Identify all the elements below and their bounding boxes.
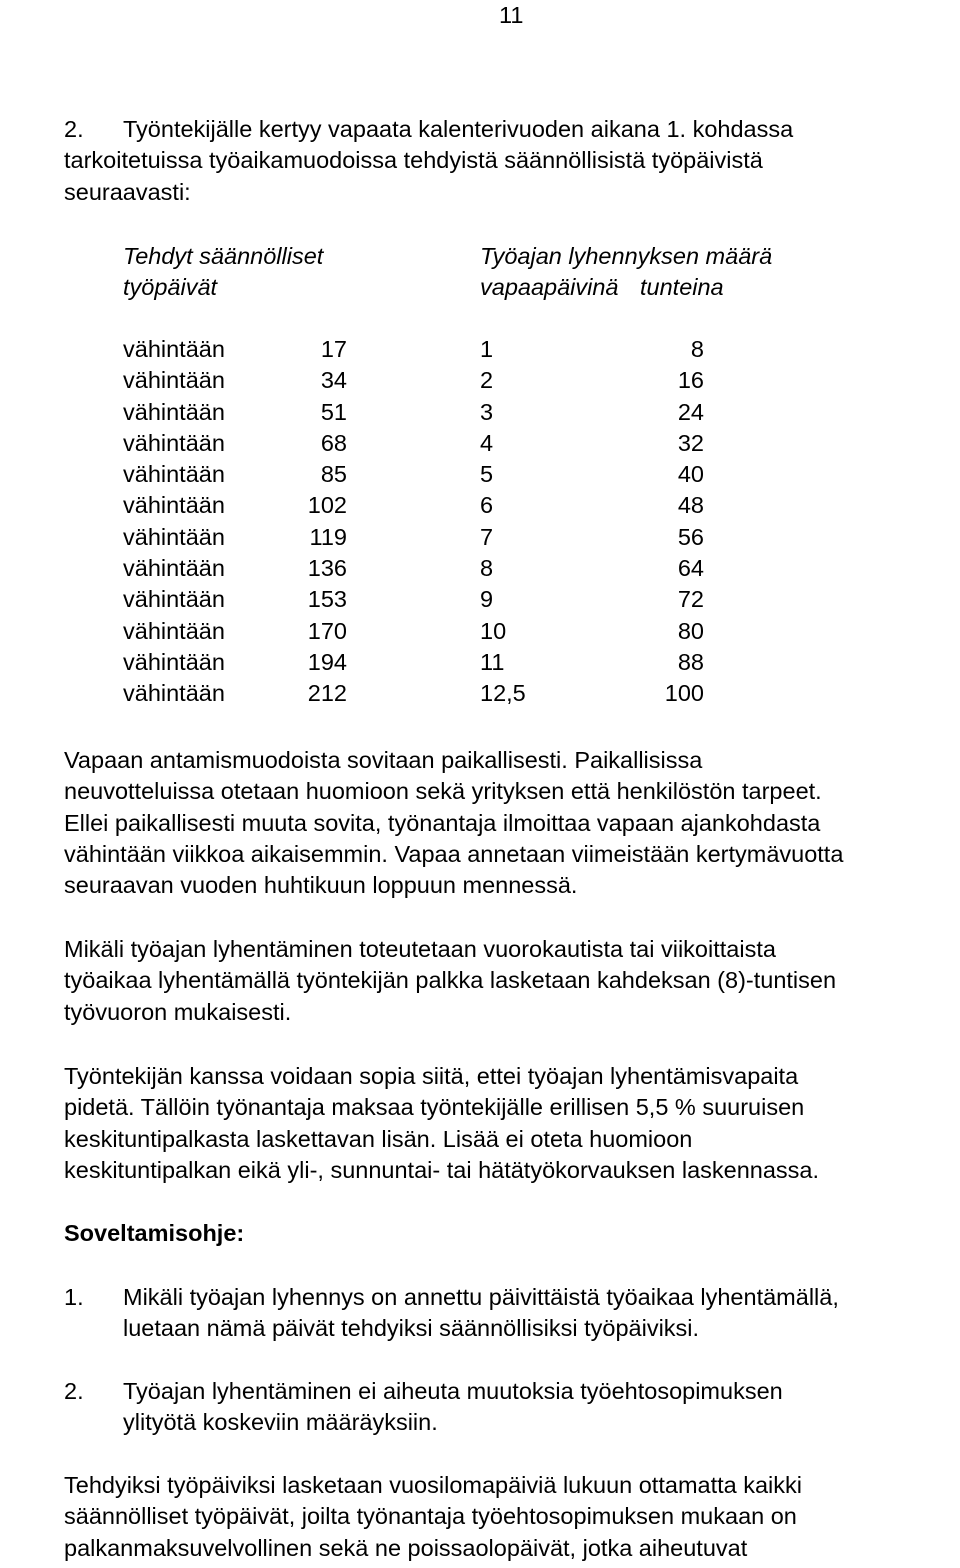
- cell-days: 212: [307, 680, 347, 707]
- cell-vapaapaivat: 4: [480, 429, 494, 456]
- paragraph-line: pidetä. Tällöin työnantaja maksaa työntekijälle erillisen 5,5 % suuruisen: [64, 1094, 805, 1121]
- cell-tunnit: 32: [677, 429, 704, 456]
- section-heading: Soveltamisohje:: [64, 1220, 245, 1246]
- cell-word: vähintään: [123, 367, 225, 394]
- paragraph-line: seuraavan vuoden huhtikuun loppuun mennessä.: [64, 872, 578, 899]
- paragraph-line: säännölliset työpäivät, joilta työnantaja työehtosopimuksen mukaan on: [64, 1503, 797, 1530]
- cell-tunnit: 56: [677, 523, 704, 550]
- cell-vapaapaivat: 2: [480, 367, 494, 394]
- guide2-line: ylityötä koskeviin määräyksiin.: [123, 1409, 438, 1435]
- paragraph-line: Mikäli työajan lyhentäminen toteutetaan vuorokautista tai viikoittaista: [64, 936, 776, 962]
- paragraph-line: Ellei paikallisesti muuta sovita, työnantaja ilmoittaa vapaan ajankohdasta: [64, 809, 821, 836]
- paragraph-line: Työntekijän kanssa voidaan sopia siitä, ettei työajan lyhentämisvapaita: [64, 1063, 799, 1089]
- page-number: 11: [499, 2, 524, 28]
- table-row: [0, 428, 960, 459]
- guide2-line: Työajan lyhentäminen ei aiheuta muutoksia työehtosopimuksen: [123, 1378, 783, 1404]
- paragraph-line: työaikaa lyhentämällä työntekijän palkka lasketaan kahdeksan (8)-tuntisen: [64, 967, 837, 994]
- cell-days: 68: [320, 429, 347, 456]
- reduction-table: [0, 334, 960, 710]
- table-row: [0, 616, 960, 647]
- cell-days: 119: [309, 523, 347, 550]
- paragraph-tehdyt-tyopaivat: [64, 1470, 802, 1564]
- cell-tunnit: 64: [677, 555, 704, 582]
- cell-tunnit: 8: [690, 336, 704, 362]
- guide1-line: luetaan nämä päivät tehdyiksi säännöllisiksi työpäiviksi.: [123, 1315, 700, 1341]
- cell-vapaapaivat: 9: [480, 586, 494, 613]
- cell-tunnit: 48: [677, 492, 704, 519]
- item2-line: Työntekijälle kertyy vapaata kalenterivuoden aikana 1. kohdassa: [123, 116, 794, 142]
- paragraph-line: neuvotteluissa otetaan huomioon sekä yrityksen että henkilöstön tarpeet.: [64, 778, 822, 805]
- cell-tunnit: 40: [677, 461, 704, 488]
- paragraph-line: keskituntipalkan eikä yli-, sunnuntai- tai hätätyökorvauksen laskennassa.: [64, 1156, 820, 1183]
- paragraph-vapaan-antaminen: [64, 745, 843, 901]
- cell-word: vähintään: [123, 680, 225, 707]
- table-row: [0, 647, 960, 678]
- table-row: [0, 584, 960, 615]
- table-header-right-2a: vapaapäivinä: [480, 274, 619, 300]
- cell-word: vähintään: [123, 429, 225, 456]
- cell-days: 85: [320, 461, 347, 488]
- cell-word: vähintään: [123, 336, 225, 362]
- table-row: [0, 365, 960, 396]
- cell-word: vähintään: [123, 648, 225, 675]
- cell-word: vähintään: [123, 586, 225, 613]
- table-row: [0, 553, 960, 584]
- cell-vapaapaivat: 12,5: [480, 680, 526, 707]
- cell-days: 170: [307, 617, 347, 644]
- cell-days: 17: [320, 336, 347, 362]
- cell-tunnit: 72: [677, 586, 704, 613]
- cell-tunnit: 100: [664, 680, 704, 707]
- cell-days: 51: [320, 398, 347, 425]
- table-row: [0, 459, 960, 490]
- paragraph-line: työvuoron mukaisesti.: [64, 998, 292, 1025]
- paragraph-line: Tehdyiksi työpäiviksi lasketaan vuosilomapäiviä lukuun ottamatta kaikki: [64, 1472, 803, 1498]
- cell-days: 194: [307, 648, 347, 675]
- paragraph-line: keskituntipalkasta laskettavan lisän. Lisää ei oteta huomioon: [64, 1125, 693, 1152]
- cell-tunnit: 16: [677, 367, 704, 394]
- cell-tunnit: 80: [677, 617, 704, 644]
- cell-vapaapaivat: 7: [480, 523, 494, 550]
- cell-vapaapaivat: 10: [480, 617, 507, 644]
- paragraph-line: vähintään viikkoa aikaisemmin. Vapaa annetaan viimeistään kertymävuotta: [64, 840, 844, 867]
- paragraph-line: Vapaan antamismuodoista sovitaan paikallisesti. Paikallisissa: [64, 747, 703, 773]
- cell-word: vähintään: [123, 398, 225, 425]
- paragraph-sopiminen: [64, 1061, 819, 1186]
- table-header-left-2: työpäivät: [123, 274, 218, 300]
- cell-tunnit: 88: [677, 648, 704, 675]
- cell-word: vähintään: [123, 523, 225, 550]
- table-row: [0, 490, 960, 521]
- cell-vapaapaivat: 6: [480, 492, 494, 519]
- cell-days: 136: [307, 555, 347, 582]
- table-header-right-1: Työajan lyhennyksen määrä: [480, 243, 773, 269]
- item2-line: tarkoitetuissa työaikamuodoissa tehdyistä säännöllisistä työpäivistä: [64, 147, 763, 174]
- cell-vapaapaivat: 8: [480, 555, 494, 582]
- list-number: 2.: [64, 1378, 84, 1404]
- item2-paragraph: [64, 114, 793, 208]
- table-header-right-2b: tunteina: [640, 274, 724, 300]
- table-row: [0, 678, 960, 709]
- cell-days: 102: [307, 492, 347, 519]
- cell-word: vähintään: [123, 461, 225, 488]
- list-number: 1.: [64, 1284, 84, 1310]
- table-row: [0, 397, 960, 428]
- cell-days: 34: [320, 367, 347, 394]
- table-header-left-1: Tehdyt säännölliset: [123, 243, 324, 269]
- cell-vapaapaivat: 5: [480, 461, 494, 488]
- cell-vapaapaivat: 11: [480, 648, 505, 675]
- cell-word: vähintään: [123, 492, 225, 519]
- list-number: 2.: [64, 116, 84, 142]
- cell-word: vähintään: [123, 555, 225, 582]
- paragraph-line: palkanmaksuvelvollinen sekä ne poissaolopäivät, jotka aiheutuvat: [64, 1534, 748, 1561]
- cell-tunnit: 24: [677, 398, 704, 425]
- guide1-line: Mikäli työajan lyhennys on annettu päivittäistä työaikaa lyhentämällä,: [123, 1284, 839, 1310]
- item2-line: seuraavasti:: [64, 178, 191, 205]
- cell-word: vähintään: [123, 617, 225, 644]
- table-row: [0, 522, 960, 553]
- table-row: [0, 334, 960, 365]
- cell-days: 153: [307, 586, 347, 613]
- cell-vapaapaivat: 3: [480, 398, 494, 425]
- paragraph-lyhentaminen: [64, 934, 836, 1028]
- cell-vapaapaivat: 1: [480, 336, 494, 362]
